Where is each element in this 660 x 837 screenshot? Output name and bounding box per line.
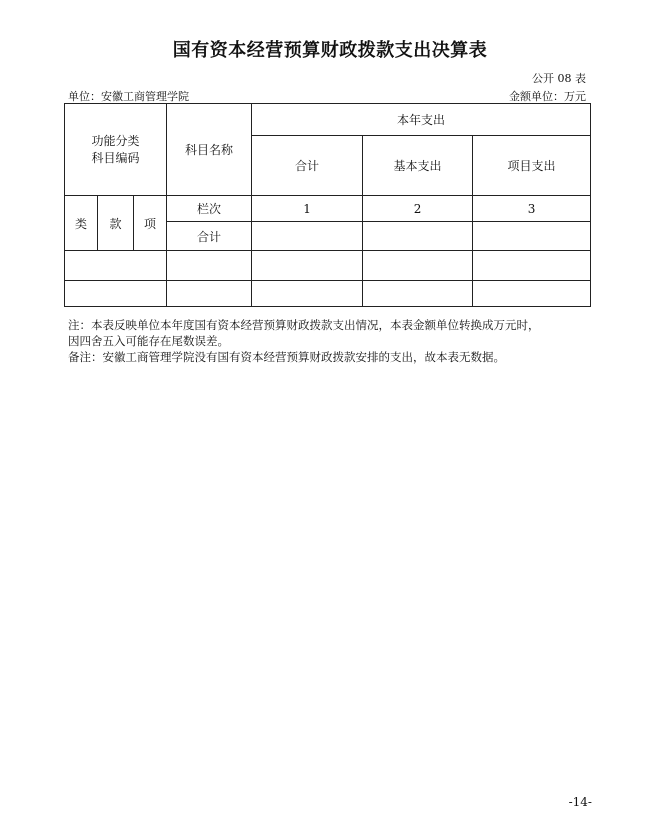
empty-cell	[65, 281, 167, 307]
total-cell-total	[252, 222, 363, 251]
note-line-1: 注：本表反映单位本年度国有资本经营预算财政拨款支出情况，本表金额单位转换成万元时，	[68, 318, 540, 332]
note-line-2: 因四舍五入可能存在尾数误差。	[68, 334, 229, 348]
remark-line: 备注：安徽工商管理学院没有国有资本经营预算财政拨款安排的支出，故本表无数据。	[68, 350, 505, 364]
notes-section	[68, 317, 598, 365]
empty-cell	[473, 281, 591, 307]
form-code: 公开 08 表	[532, 72, 586, 85]
col-total-header: 合计	[252, 136, 363, 196]
empty-cell	[252, 251, 363, 281]
col-project-header: 项目支出	[473, 136, 591, 196]
total-cell-project	[473, 222, 591, 251]
sub-header-xiang: 项	[134, 196, 167, 251]
row-index-label: 栏次	[167, 196, 252, 222]
table-row	[65, 251, 591, 281]
sub-header-lei: 类	[65, 196, 98, 251]
index-3: 3	[473, 196, 591, 222]
function-class-label: 功能分类	[91, 133, 140, 148]
empty-cell	[167, 251, 252, 281]
subject-name-header: 科目名称	[167, 104, 252, 196]
total-cell-basic	[363, 222, 473, 251]
empty-cell	[252, 281, 363, 307]
empty-cell	[65, 251, 167, 281]
table-row	[65, 281, 591, 307]
sub-header-kuan: 款	[98, 196, 134, 251]
total-row-label: 合计	[167, 222, 252, 251]
col-basic-header: 基本支出	[363, 136, 473, 196]
empty-cell	[473, 251, 591, 281]
index-2: 2	[363, 196, 473, 222]
empty-cell	[167, 281, 252, 307]
empty-cell	[363, 281, 473, 307]
index-1: 1	[252, 196, 363, 222]
document-title: 国有资本经营预算财政拨款支出决算表	[172, 40, 488, 61]
page-number: -14-	[568, 795, 592, 809]
subject-code-label: 科目编码	[91, 150, 140, 165]
current-year-expense-header: 本年支出	[252, 104, 591, 136]
amount-unit: 金额单位：万元	[509, 90, 586, 103]
function-class-header	[65, 104, 167, 196]
empty-cell	[363, 251, 473, 281]
unit-label: 单位：安徽工商管理学院	[68, 90, 189, 103]
expense-table	[64, 103, 591, 307]
